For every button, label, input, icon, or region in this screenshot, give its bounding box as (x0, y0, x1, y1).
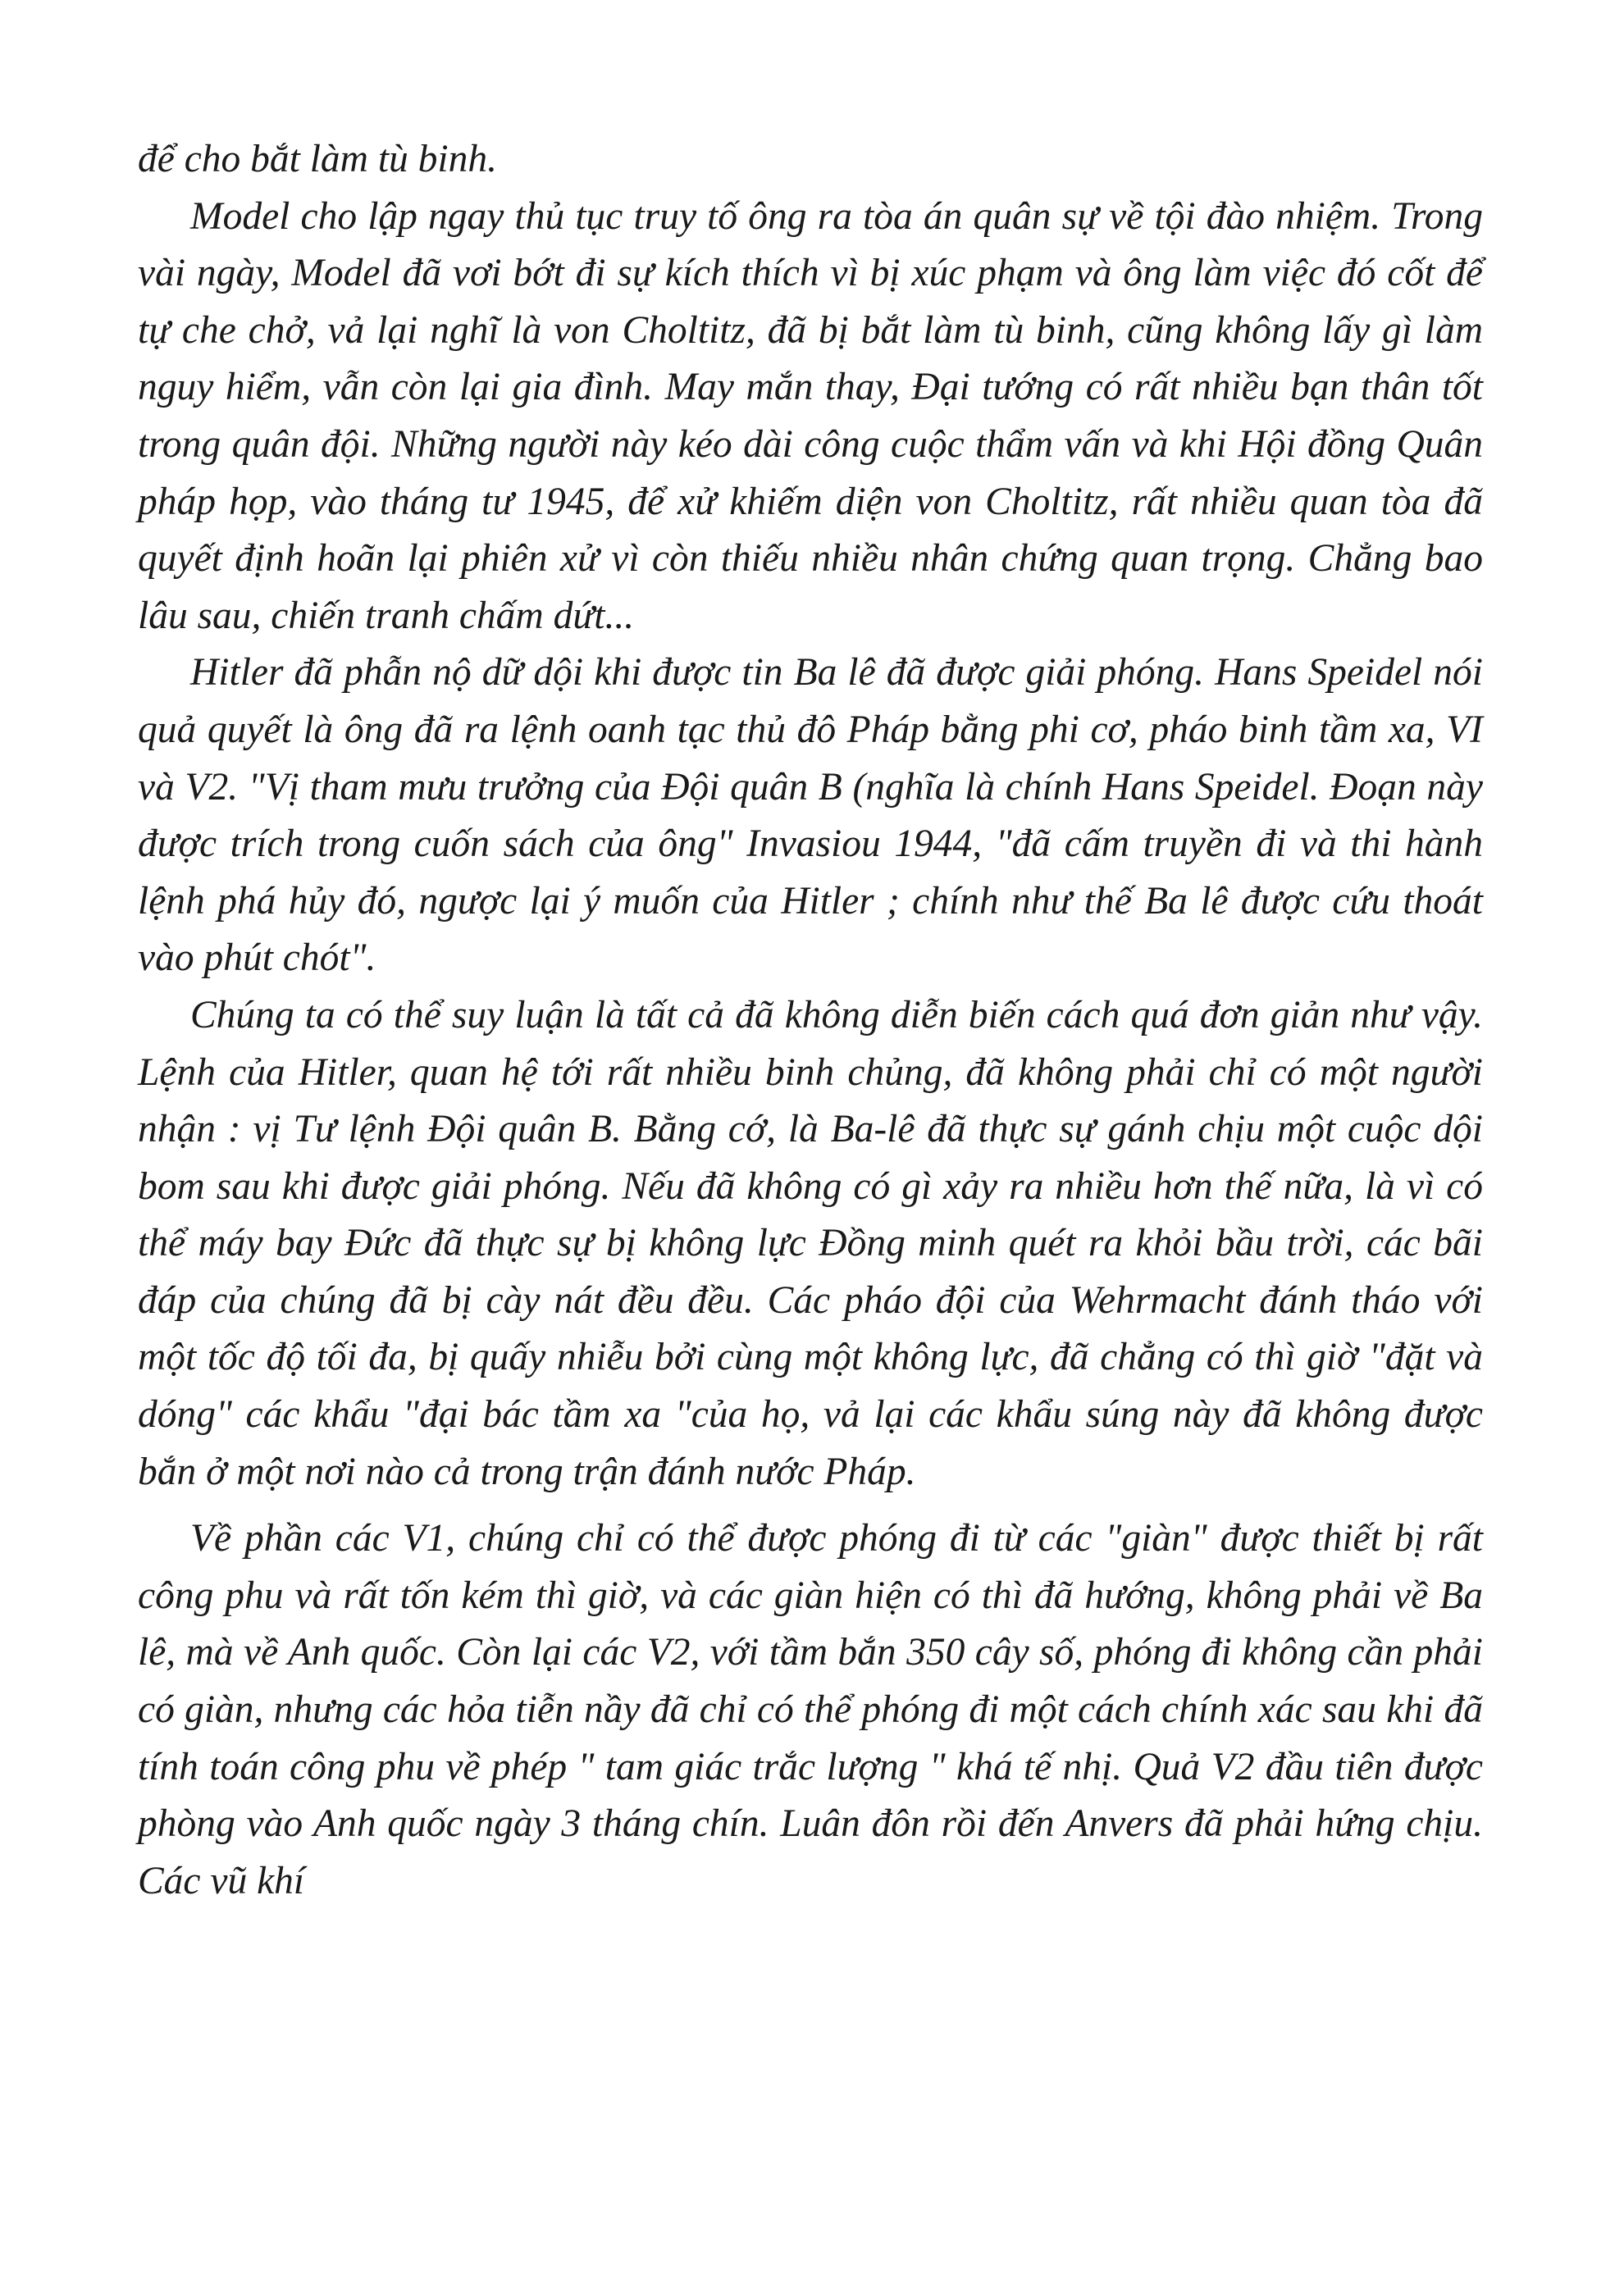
paragraph-bombing-analysis: Chúng ta có thể suy luận là tất cả đã không diễn biến cách quá đơn giản như vậy. Lệnh của Hitler, quan hệ tới rất nhiều binh chủng, đã không phải chỉ có một người nhận : vị Tư lệnh Đội quân B. Bằng cớ, là Ba-lê đã thực sự gánh chịu một cuộc dội bom sau khi được giải phóng. Nếu đã không có gì xảy ra nhiều hơn thế nữa, là vì có thể máy bay Đức đã thực sự bị không lực Đồng minh quét ra khỏi bầu trời, các bãi đáp của chúng đã bị cày nát đều đều. Các pháo đội của Wehrmacht đánh tháo với một tốc độ tối đa, bị quấy nhiễu bởi cùng một không lực, đã chẳng có thì giờ "đặt và dóng" các khẩu "đại bác tầm xa "của họ, vả lại các khẩu súng này đã không được bắn ở một nơi nào cả trong trận đánh nước Pháp. (138, 993, 1483, 1493)
paragraph-model-court-martial: Model cho lập ngay thủ tục truy tố ông ra tòa án quân sự về tội đào nhiệm. Trong vài ngày, Model đã vơi bớt đi sự kích thích vì bị xúc phạm và ông làm việc đó cốt để tự che chở, vả lại nghĩ là von Choltitz, đã bị bắt làm tù binh, cũng không lấy gì làm nguy hiểm, vẫn còn lại gia đình. May mắn thay, Đại tướng có rất nhiều bạn thân tốt trong quân đội. Những người này kéo dài công cuộc thẩm vấn và khi Hội đồng Quân pháp họp, vào tháng tư 1945, để xử khiếm diện von Choltitz, rất nhiều quan tòa đã quyết định hoãn lại phiên xử vì còn thiếu nhiều nhân chứng quan trọng. Chẳng bao lâu sau, chiến tranh chấm dứt... (138, 194, 1483, 637)
paragraph-continued-fragment: để cho bắt làm tù binh. (138, 138, 498, 180)
document-page (138, 131, 1483, 1910)
paragraph-hitler-reaction: Hitler đã phẫn nộ dữ dội khi được tin Ba lê đã được giải phóng. Hans Speidel nói quả quyết là ông đã ra lệnh oanh tạc thủ đô Pháp bằng phi cơ, pháo binh tầm xa, VI và V2. "Vị tham mưu trưởng của Đội quân B (nghĩa là chính Hans Speidel. Đoạn này được trích trong cuốn sách của ông" Invasiou 1944, "đã cấm truyền đi và thi hành lệnh phá hủy đó, ngược lại ý muốn của Hitler ; chính như thế Ba lê được cứu thoát vào phút chót". (138, 651, 1483, 980)
paragraph-v1-v2-weapons: Về phần các V1, chúng chỉ có thể được phóng đi từ các "giàn" được thiết bị rất công phu và rất tốn kém thì giờ, và các giàn hiện có thì đã hướng, không phải về Ba lê, mà về Anh quốc. Còn lại các V2, với tầm bắn 350 cây số, phóng đi không cần phải có giàn, nhưng các hỏa tiễn nầy đã chỉ có thể phóng đi một cách chính xác sau khi đã tính toán công phu về phép " tam giác trắc lượng " khá tế nhị. Quả V2 đầu tiên được phòng vào Anh quốc ngày 3 tháng chín. Luân đôn rồi đến Anvers đã phải hứng chịu. Các vũ khí (138, 1517, 1483, 1902)
